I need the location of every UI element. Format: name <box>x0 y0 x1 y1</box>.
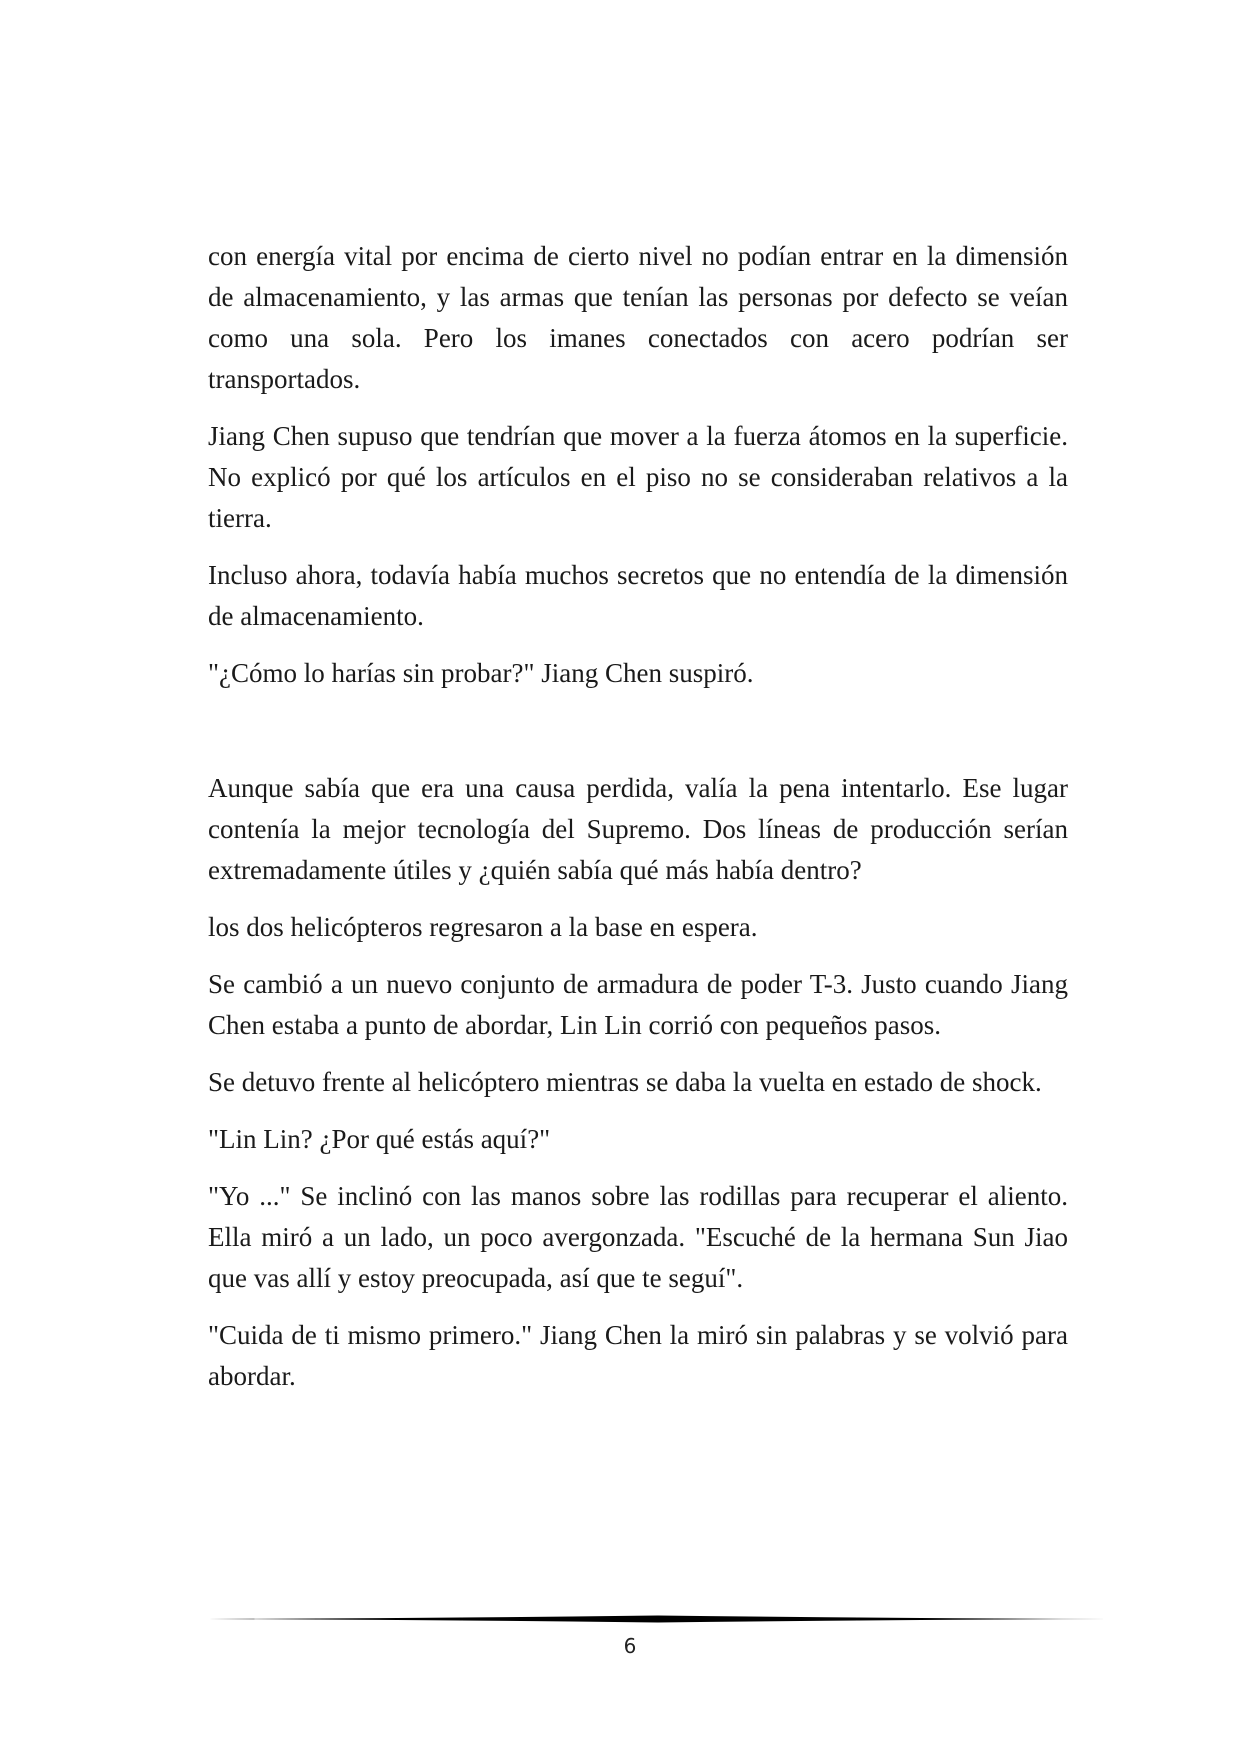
paragraph: Aunque sabía que era una causa perdida, valía la pena intentarlo. Ese lugar contenía la mejor tecnología del Supremo. Dos líneas de producción serían extremadamente útiles y ¿quién sabía qué más había dentro? <box>208 773 1068 885</box>
paragraph: "Cuida de ti mismo primero." Jiang Chen la miró sin palabras y se volvió para abordar. <box>208 1320 1068 1391</box>
paragraph: los dos helicópteros regresaron a la base en espera. <box>208 912 758 942</box>
paragraph: "¿Cómo lo harías sin probar?" Jiang Chen suspiró. <box>208 658 754 688</box>
paragraph: Se detuvo frente al helicóptero mientras se daba la vuelta en estado de shock. <box>208 1067 1042 1097</box>
paragraph: con energía vital por encima de cierto nivel no podían entrar en la dimensión de almacenamiento, y las armas que tenían las personas por defecto se veían como una sola. Pero los imanes conectados con acero podrían ser transportados. <box>208 241 1068 394</box>
page-number: 6 <box>623 1634 637 1658</box>
paragraph: "Lin Lin? ¿Por qué estás aquí?" <box>208 1124 551 1154</box>
body-text <box>208 236 1068 1413</box>
footer-divider <box>208 1612 1108 1626</box>
paragraph: Incluso ahora, todavía había muchos secretos que no entendía de la dimensión de almacenamiento. <box>208 560 1068 631</box>
paragraph: Se cambió a un nuevo conjunto de armadura de poder T-3. Justo cuando Jiang Chen estaba a punto de abordar, Lin Lin corrió con pequeños pasos. <box>208 969 1068 1040</box>
paragraph: Jiang Chen supuso que tendrían que mover a la fuerza átomos en la superficie. No explicó por qué los artículos en el piso no se consideraban relativos a la tierra. <box>208 421 1068 533</box>
paragraph: "Yo ..." Se inclinó con las manos sobre las rodillas para recuperar el aliento. Ella miró a un lado, un poco avergonzada. "Escuché de la hermana Sun Jiao que vas allí y estoy preocupada, así que te seguí". <box>208 1181 1068 1293</box>
